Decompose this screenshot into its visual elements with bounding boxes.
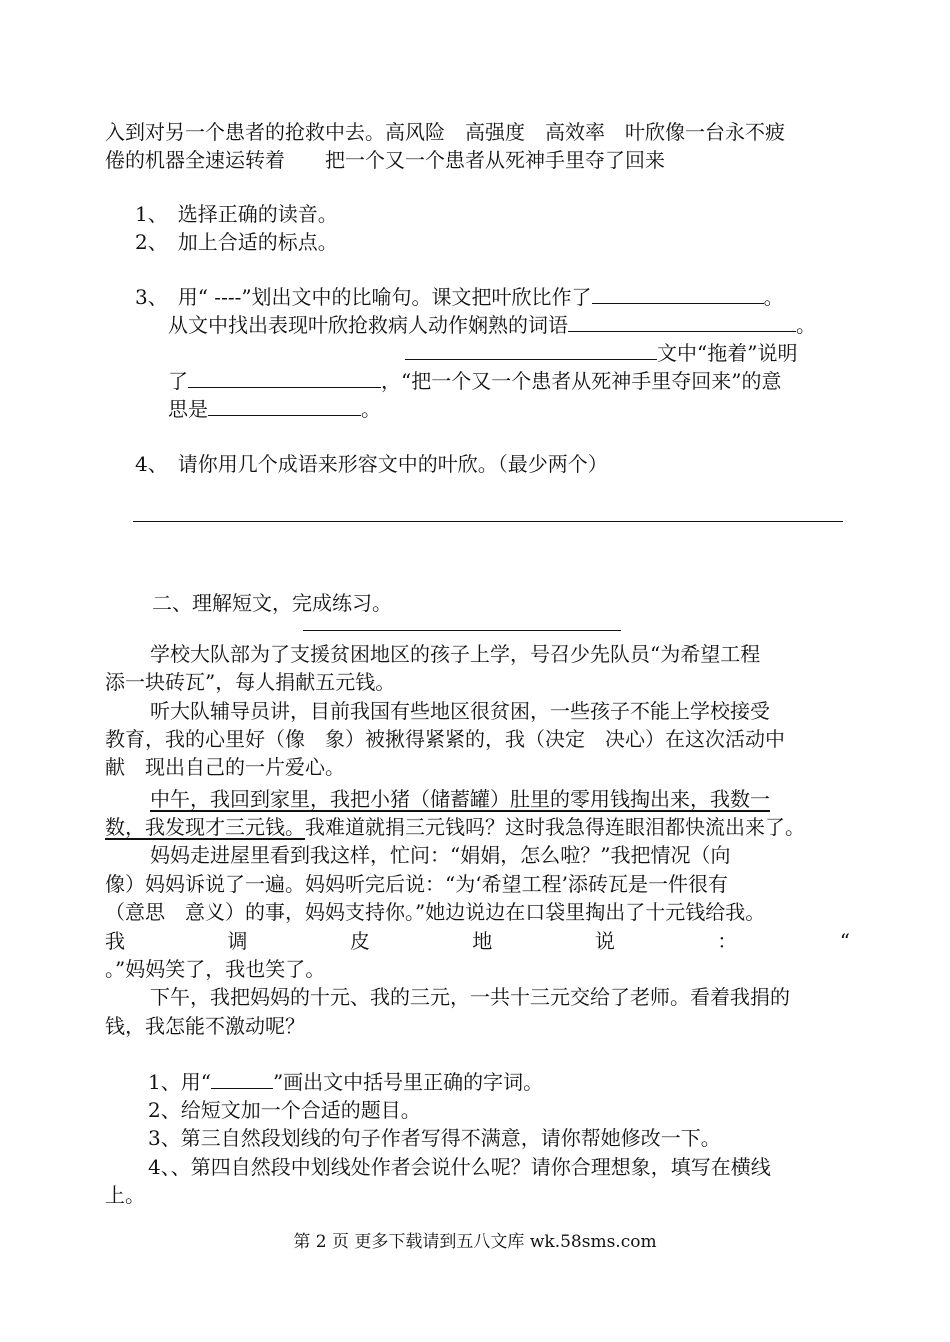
answer-line-idioms[interactable] [133, 521, 843, 522]
p4-char: 地 [472, 929, 493, 953]
answer-blank-words-cont[interactable] [405, 339, 657, 360]
question-3-text: 3、 用“ ----”划出文中的比喻句。课文把叶欣比作了 [135, 285, 592, 309]
p4-char: ： [717, 929, 738, 953]
answer-blank-metaphor[interactable] [592, 283, 764, 304]
p4-char: 调 [227, 929, 248, 953]
p5-line-1: 下午，我把妈妈的十元、我的三元，一共十三元交给了老师。看着我捐的 [150, 985, 790, 1009]
question-3-punct: 。 [763, 285, 784, 309]
p5-line-2: 钱，我怎能不激动呢？ [105, 1014, 305, 1038]
q2-1-prefix: 1、用“ [148, 1070, 211, 1094]
passage-line-2: 倦的机器全速运转着 把一个又一个患者从死神手里夺了回来 [105, 148, 665, 172]
q2-1 [148, 1068, 543, 1096]
p1-line-1: 学校大队部为了支援贫困地区的孩子上学，号召少先队员“为希望工程 [150, 642, 761, 666]
q2-4-line-1: 4、、第四自然段中划线处作者会说什么呢？请你合理想象，填写在横线 [148, 1155, 771, 1179]
q2-2: 2、给短文加一个合适的题目。 [148, 1098, 421, 1122]
q2-1-suffix: ”画出文中括号里正确的字词。 [272, 1070, 544, 1094]
p4-char: 皮 [349, 929, 370, 953]
title-answer-line[interactable] [303, 630, 621, 631]
page-footer: 第 2 页 更多下载请到五八文库 wk.58sms.com [293, 1232, 657, 1252]
question-3-text-4b: ，“把一个又一个患者从死神手里夺回来”的意 [381, 369, 782, 393]
p3-underlined-sentence-end: 数，我发现才三元钱。 [105, 815, 305, 839]
question-3-text-5: 思是 [168, 397, 208, 421]
answer-blank-meaning[interactable] [208, 395, 361, 416]
p2-line-1: 听大队辅导员讲，目前我国有些地区很贫困，一些孩子不能上学校接受 [150, 699, 770, 723]
question-3-line-2 [168, 311, 816, 339]
question-3-text-4a: 了 [168, 369, 188, 393]
p4-line-5: 。”妈妈笑了，我也笑了。 [105, 957, 326, 981]
q2-4-line-2: 上。 [105, 1183, 145, 1207]
p3-rest: 我难道就捐三元钱吗？这时我急得连眼泪都快流出来了。 [305, 815, 805, 839]
question-3-line-3 [405, 339, 797, 367]
question-3-punct-2: 。 [796, 313, 816, 337]
question-2: 2、 加上合适的标点。 [135, 230, 338, 254]
underline-sample [211, 1068, 273, 1089]
q2-3: 3、第三自然段划线的句子作者写得不满意，请你帮她修改一下。 [148, 1126, 721, 1150]
question-3-line-4 [168, 367, 781, 395]
question-3-line-1 [135, 283, 784, 311]
p4-char: 说 [594, 929, 615, 953]
p3-line-2 [105, 813, 805, 841]
question-4: 4、 请你用几个成语来形容文中的叶欣。（最少两个） [135, 452, 608, 476]
p4-line-4-justified [105, 927, 850, 955]
p3-line-1-underlined: 中午，我回到家里，我把小猪（储蓄罐）肚里的零用钱掏出来，我数一 [150, 787, 770, 811]
section-2-heading: 二、理解短文，完成练习。 [152, 591, 392, 615]
answer-blank-tuozhe[interactable] [188, 367, 381, 388]
question-3-text-3: 文中“拖着”说明 [657, 341, 798, 365]
question-3-line-5 [168, 395, 381, 423]
p4-line-1: 妈妈走进屋里看到我这样，忙问：“娟娟，怎么啦？”我把情况（向 [150, 843, 731, 867]
p1-line-2: 添一块砖瓦”，每人捐献五元钱。 [105, 670, 396, 694]
p4-char: “ [839, 929, 850, 953]
p4-line-2: 像）妈妈诉说了一遍。妈妈听完后说：“为‘希望工程’添砖瓦是一件很有 [105, 872, 728, 896]
p4-line-3: （意思 意义）的事，妈妈支持你。”她边说边在口袋里掏出了十元钱给我。 [105, 900, 766, 924]
question-3-text-2: 从文中找出表现叶欣抢救病人动作娴熟的词语 [168, 313, 568, 337]
answer-blank-words[interactable] [568, 311, 796, 332]
passage-line-1: 入到对另一个患者的抢救中去。高风险 高强度 高效率 叶欣像一台永不疲 [105, 120, 785, 144]
p4-char: 我 [105, 929, 125, 953]
p2-line-3: 献 现出自己的一片爱心。 [105, 755, 345, 779]
p2-line-2: 教育，我的心里好（像 象）被揪得紧紧的，我（决定 决心）在这次活动中 [105, 727, 785, 751]
question-1: 1、 选择正确的读音。 [135, 202, 338, 226]
question-3-punct-5: 。 [361, 397, 381, 421]
